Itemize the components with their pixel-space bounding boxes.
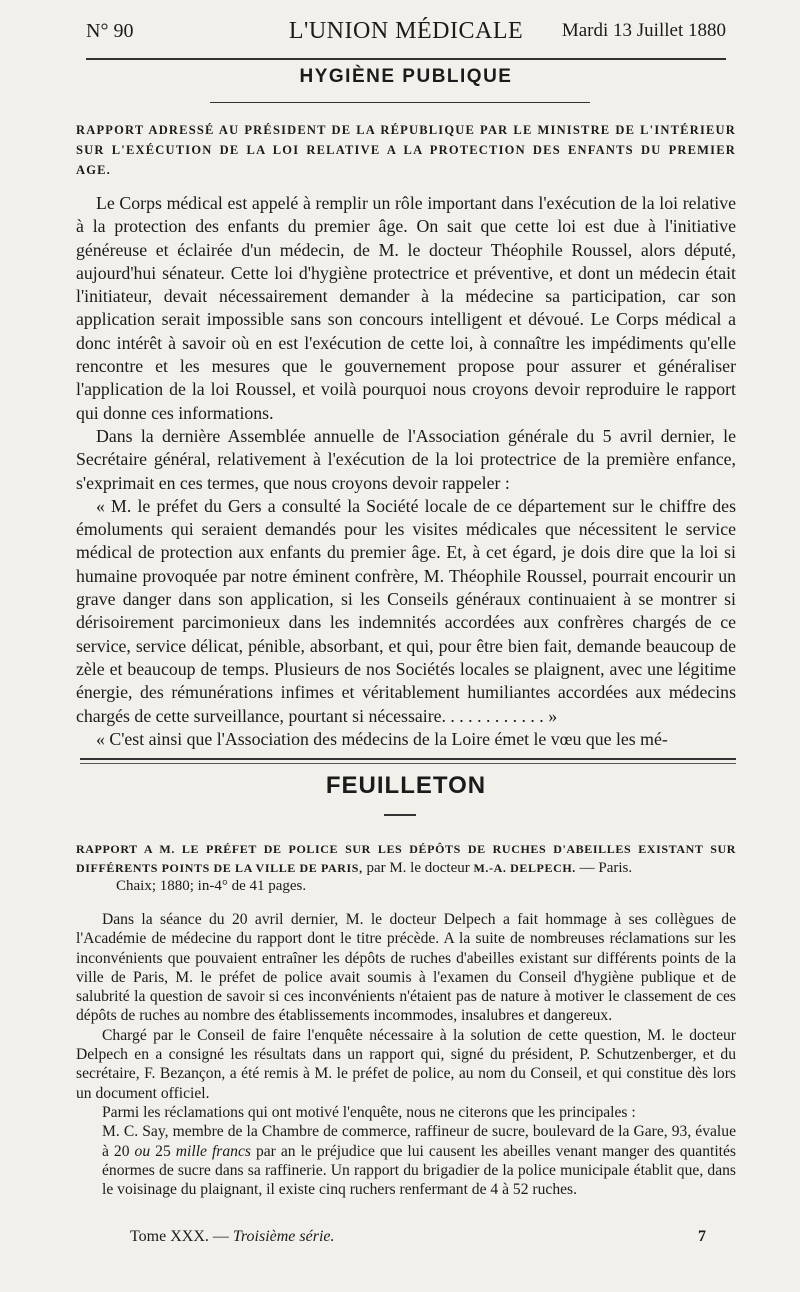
reference-by: par M. le docteur [366, 859, 470, 876]
article-paragraph: Dans la dernière Assemblée annuelle de l'Association générale du 5 avril dernier, le Secrétaire général, relativement à l'exécution de la loi protectrice de la première enfance, s'exprimait en ces termes, que nous croyons devoir rappeler : [76, 425, 736, 493]
complaint-or: ou [134, 1142, 151, 1160]
reference-place: — Paris. [579, 859, 633, 876]
section-title: HYGIÈNE PUBLIQUE [299, 66, 513, 87]
footer-volume [130, 1228, 335, 1246]
journal-title: L'UNION MÉDICALE [288, 18, 524, 44]
feuilleton-paragraph: Dans la séance du 20 avril dernier, M. le docteur Delpech a fait hommage à ses collègues de l'Académie de médecine du rapport dont le titre précède. A la suite de nombreuses réclamations sur les inconvénients que pouvaient entraîner les dépôts de ruches d'abeilles existant sur différents points de la ville de Paris, M. le préfet de police avait soumis à l'examen du Conseil d'hygiène publique et de salubrité la question de savoir si ces inconvénients n'étaient pas de nature à motiver le classement de ces dépôts de ruches au nombre des établissements incommodes, insalubres et dangereux. [76, 911, 736, 1025]
feuilleton-body [76, 910, 736, 1199]
feuilleton-separator-thin [80, 763, 736, 764]
feuilleton-rule [384, 814, 416, 816]
complaint-text-start: M. C. Say, membre de la Chambre de commerce, raffineur de sucre, boulevard de la Gare, 93, évalue à 20 [102, 1123, 736, 1160]
reference-publisher: Chaix; 1880; in-4° de 41 pages. [116, 878, 307, 894]
title-rule [210, 102, 590, 103]
issue-number: N° 90 [86, 20, 134, 42]
feuilleton-paragraph: Chargé par le Conseil de faire l'enquête nécessaire à la solution de cette question, M. le docteur Delpech en a consigné les résultats dans un rapport qui, signé du président, P. Schutzenberger, et du secrétaire, F. Bezançon, a été remis à M. le préfet de police, au nom du Conseil, et qui constitue dès lors un document officiel. [76, 1026, 736, 1102]
article-body [76, 192, 736, 751]
feuilleton-title: FEUILLETON [325, 772, 487, 799]
feuilleton-paragraph: Parmi les réclamations qui ont motivé l'enquête, nous ne citerons que les principales : [102, 1103, 636, 1121]
report-subtitle: RAPPORT ADRESSÉ AU PRÉSIDENT DE LA RÉPUBLIQUE PAR LE MINISTRE DE L'INTÉRIEUR SUR L'EXÉCUTION DE LA LOI RELATIVE A LA PROTECTION DES ENFANTS DU PREMIER AGE. [76, 123, 736, 177]
feuilleton-reference [76, 840, 736, 896]
feuilleton-complaint [76, 1122, 736, 1199]
header-rule [86, 58, 726, 60]
reference-author: M.-A. DELPECH. [473, 860, 576, 875]
volume-label: Tome XXX. — [130, 1228, 229, 1245]
feuilleton-separator [80, 758, 736, 760]
reference-title: RAPPORT A M. LE PRÉFET DE POLICE SUR LES DÉPÔTS DE RUCHES D'ABEILLES EXISTANT SUR DIFFÉRENTS POINTS DE LA VILLE DE PARIS, [76, 842, 736, 875]
complaint-unit: mille francs [175, 1142, 251, 1160]
series-label: Troisième série. [232, 1228, 335, 1245]
page-header [86, 14, 726, 48]
complaint-text-end: par an le préjudice que lui causent les abeilles venant manger des quantités énormes de sucre dans sa raffinerie. Un rapport du brigadier de la police municipale établit que, dans le voisinage du plaignant, il existe cinq ruchers renfermant de 4 à 52 ruches. [102, 1142, 736, 1199]
complaint-amount: 25 [155, 1142, 171, 1160]
article-paragraph: « M. le préfet du Gers a consulté la Société locale de ce département sur le chiffre des émoluments qui seraient demandés pour les visites médicales que nécessitent le service médical de protection aux enfants du premier âge. Et, à cet égard, je dois dire que la loi si humaine provoquée par notre éminent confrère, M. Théophile Roussel, pourrait encourir un grave danger dans son application, si les Conseils généraux continuaient à se montrer si dérisoirement parcimonieux dans les indemnités accordées aux confrères chargés de ce service, service délicat, pénible, absorbant, et qui, pour être bien fait, demande beaucoup de zèle et beaucoup de temps. Plusieurs de nos Sociétés locales se plaignent, avec une légitime énergie, des rémunérations infimes et véritablement humiliantes accordées aux médecins chargés de cette surveillance, pourtant si nécessaire. . . . . . . . . . . . » [76, 495, 736, 726]
page-number: 7 [698, 1228, 706, 1245]
issue-date: Mardi 13 Juillet 1880 [561, 20, 726, 41]
page-footer [86, 1228, 706, 1252]
article-paragraph: « C'est ainsi que l'Association des médecins de la Loire émet le vœu que les mé- [96, 728, 668, 749]
article-paragraph: Le Corps médical est appelé à remplir un rôle important dans l'exécution de la loi relative à la protection des enfants du premier âge. On sait que cette loi est due à l'initiative généreuse et éclairée d'un médecin, de M. le docteur Théophile Roussel, alors député, aujourd'hui sénateur. Cette loi d'hygiène protectrice et préventive, et dont un médecin était l'initiateur, devait nécessairement demander à la médecine sa participation, car son application serait impossible sans son concours intelligent et dévoué. Le Corps médical a donc intérêt à savoir où en est l'exécution de cette loi, à connaître les impédiments qu'elle rencontre et les mesures que le gouvernement propose pour assurer et généraliser l'application de la loi Roussel, et voilà pourquoi nous croyons devoir reproduire le rapport qui donne ces informations. [76, 193, 736, 423]
